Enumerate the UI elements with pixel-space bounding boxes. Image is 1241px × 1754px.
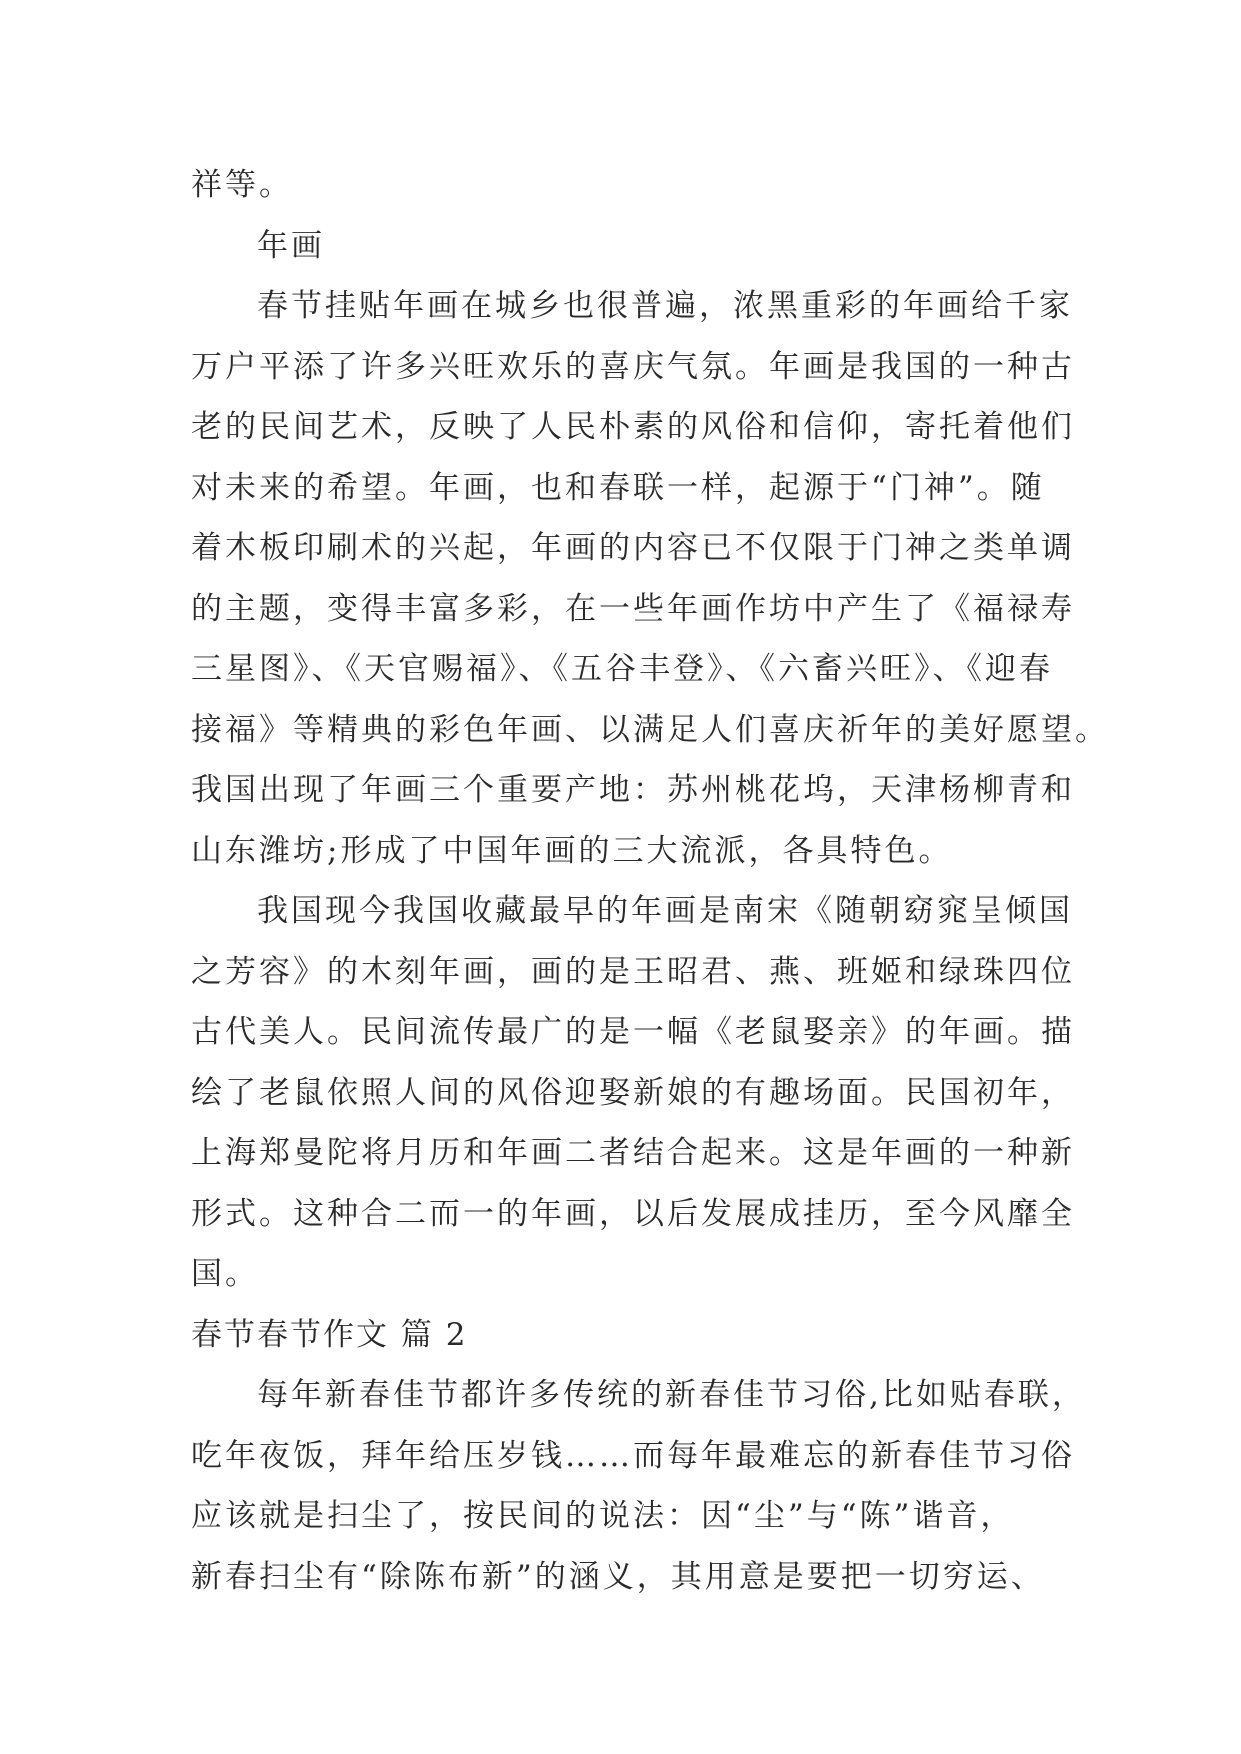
text-line: 祥等。 [191,167,293,203]
document-body [191,155,1109,1607]
text-line: 的主题，变得丰富多彩，在一些年画作坊中产生了《福禄寿 [191,590,1075,627]
text-line: 我国现今我国收藏最早的年画是南宋《随朝窈窕呈倾国 [257,893,1073,929]
text-line: 应该就是扫尘了，按民间的说法：因“尘”与“陈”谐音， [191,1498,1015,1534]
text-line: 万户平添了许多兴旺欢乐的喜庆气氛。年画是我国的一种古 [191,348,1075,385]
text-line: 古代美人。民间流传最广的是一幅《老鼠娶亲》的年画。描 [191,1014,1075,1050]
text-line: 每年新春佳节都许多传统的新春佳节习俗,比如贴春联， [257,1377,1086,1413]
text-line: 之芳容》的木刻年画，画的是王昭君、燕、班姬和绿珠四位 [191,953,1075,990]
text-line: 山东潍坊;形成了中国年画的三大流派，各具特色。 [191,832,953,869]
text-line: 新春扫尘有“除陈布新”的涵义，其用意是要把一切穷运、 [191,1558,1045,1595]
section-heading: 春节春节作文 篇 2 [191,1316,468,1353]
text-line: 着木板印刷术的兴起，年画的内容已不仅限于门神之类单调 [191,530,1075,566]
text-line: 对未来的希望。年画，也和春联一样，起源于“门神”。随 [191,469,1045,506]
text-line: 我国出现了年画三个重要产地：苏州桃花坞，天津杨柳青和 [191,772,1075,808]
text-line: 形式。这种合二而一的年画，以后发展成挂历，至今风靡全 [191,1195,1075,1232]
text-line: 老的民间艺术，反映了人民朴素的风俗和信仰，寄托着他们 [191,409,1075,445]
text-line: 三星图》、《天官赐福》、《五谷丰登》、《六畜兴旺》、《迎春 [191,651,1053,687]
text-line: 国。 [191,1256,259,1292]
text-line: 春节挂贴年画在城乡也很普遍，浓黑重彩的年画给千家 [257,288,1073,324]
text-line: 绘了老鼠依照人间的风俗迎娶新娘的有趣场面。民国初年， [191,1074,1075,1111]
text-line: 上海郑曼陀将月历和年画二者结合起来。这是年画的一种新 [191,1135,1075,1171]
text-line: 年画 [257,227,325,264]
text-line: 吃年夜饭，拜年给压岁钱……而每年最难忘的新春佳节习俗 [191,1437,1075,1474]
text-line: 接福》等精典的彩色年画、以满足人们喜庆祈年的美好愿望。 [191,711,1109,748]
